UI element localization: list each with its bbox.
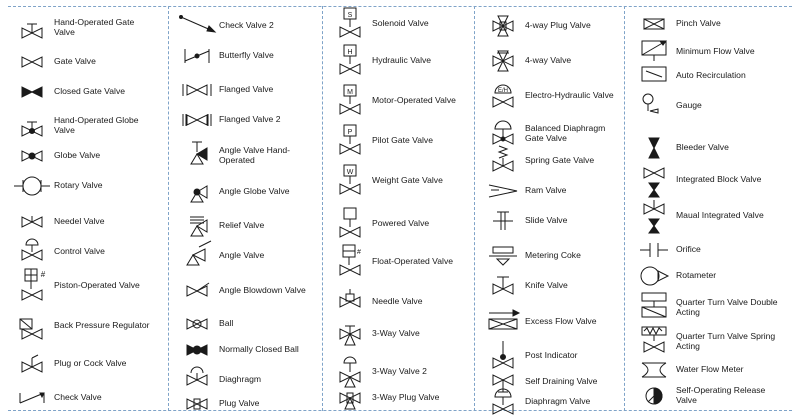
legend-item-label: Gauge [676, 99, 702, 110]
legend-item [10, 170, 160, 200]
legend-item-label: Ram Valve [525, 184, 567, 195]
legend-item [481, 80, 631, 110]
legend-item [10, 140, 160, 170]
legend-item-label: 4-way Valve [525, 54, 572, 65]
legend-item-label: Angle Valve [219, 249, 265, 260]
legend-item [328, 165, 478, 195]
legend-item [632, 132, 792, 162]
legend-item-label: 3-Way Valve 2 [372, 365, 427, 376]
ram-valve-icon [481, 175, 525, 205]
legend-item-label: Check Valve [54, 391, 102, 402]
powered-valve-icon [328, 208, 372, 238]
legend-item-label: Float-Operated Valve [372, 255, 454, 266]
needle-valve-icon [10, 206, 54, 236]
hand-globe-valve-icon [10, 110, 54, 140]
angle-valve-icon [175, 240, 219, 270]
metering-coke-icon [481, 240, 525, 270]
legend-item [481, 386, 631, 416]
legend-item [175, 210, 325, 240]
legend-item [328, 246, 478, 276]
legend-item-label: Quarter Turn Valve Double Acting [676, 296, 778, 317]
legend-item-label: Normally Closed Ball [219, 343, 299, 354]
rotary-valve-icon [10, 170, 54, 200]
legend-item-label: Self-Operating Release Valve [676, 384, 766, 405]
three-way-plug-valve-icon [328, 382, 372, 412]
legend-item [10, 46, 160, 76]
legend-item-label: Pinch Valve [676, 17, 721, 28]
legend-item-label: Piston-Operated Valve [54, 279, 140, 290]
check-valve-2-icon [175, 10, 219, 40]
plug-cock-valve-icon [10, 348, 54, 378]
legend-item-label: Check Valve 2 [219, 19, 274, 30]
legend-item-label: Flanged Valve [219, 83, 274, 94]
legend-item [175, 140, 325, 170]
motor-valve-icon [328, 85, 372, 115]
legend-item [10, 206, 160, 236]
legend-item [175, 388, 325, 418]
legend-item [10, 236, 160, 266]
butterfly-valve-icon [175, 40, 219, 70]
legend-item-label: Slide Valve [525, 214, 568, 225]
legend-item [175, 240, 325, 270]
legend-item-label: Diaghragm [219, 373, 262, 384]
legend-item [481, 205, 631, 235]
legend-item-label: Back Pressure Regulator [54, 319, 150, 330]
hydraulic-valve-icon [328, 45, 372, 75]
legend-item [481, 10, 631, 40]
legend-item [632, 90, 792, 120]
angle-valve-hand-icon [175, 140, 219, 170]
legend-item-label: Maual Integrated Valve [676, 209, 764, 220]
legend-item [632, 292, 792, 322]
svg-text:W: W [346, 169, 354, 176]
svg-text:H: H [347, 49, 353, 56]
closed-gate-valve-icon [10, 76, 54, 106]
legend-item-label: Auto Recirculation [676, 69, 746, 80]
legend-item-label: Globe Valve [54, 149, 101, 160]
legend-item-label: Spring Gate Valve [525, 154, 595, 165]
legend-item [10, 382, 160, 412]
legend-item-label: Self Draining Valve [525, 375, 598, 386]
legend-item-label: Flanged Valve 2 [219, 113, 281, 124]
legend-item [328, 208, 478, 238]
gate-valve-icon [10, 46, 54, 76]
legend-item-label: Angle Valve Hand-Operated [219, 144, 291, 165]
legend-item-label: Metering Coke [525, 249, 581, 260]
legend-item-label: Weight Gate Valve [372, 174, 443, 185]
hand-gate-valve-icon [10, 12, 54, 42]
angle-globe-valve-icon [175, 176, 219, 206]
legend-item-label: Hydraulic Valve [372, 54, 432, 65]
legend-item-label: Angle Blowdown Valve [219, 284, 306, 295]
legend-item [328, 286, 478, 316]
manual-integrated-valve-icon [632, 200, 676, 230]
legend-item [175, 74, 325, 104]
angle-blowdown-valve-icon [175, 275, 219, 305]
legend-item-label: Needel Valve [54, 215, 105, 226]
control-valve-icon [10, 236, 54, 266]
back-pressure-regulator-icon [10, 310, 54, 340]
legend-item [632, 380, 792, 410]
excess-flow-valve-icon [481, 306, 525, 336]
integrated-block-valve-icon [632, 164, 676, 194]
legend-item [481, 240, 631, 270]
legend-item [328, 45, 478, 75]
legend-item [175, 176, 325, 206]
legend-item [632, 8, 792, 38]
legend-item-label: Water Flow Meter [676, 363, 744, 374]
legend-item [481, 306, 631, 336]
legend-item-label: Integrated Block Valve [676, 173, 762, 184]
legend-item-label: Closed Gate Valve [54, 85, 126, 96]
legend-item-label: Knife Valve [525, 279, 568, 290]
legend-item-label: 3-Way Plug Valve [372, 391, 440, 402]
weight-gate-valve-icon [328, 165, 372, 195]
flanged-valve-icon [175, 74, 219, 104]
legend-item-label: Hand-Operated Gate Valve [54, 16, 135, 37]
legend-item-label: Bleeder Valve [676, 141, 729, 152]
self-operating-release-icon [632, 380, 676, 410]
legend-item [175, 10, 325, 40]
legend-item [175, 334, 325, 364]
legend-item-label: Ball [219, 317, 234, 328]
legend-item-label: Rotameter [676, 269, 717, 280]
legend-item [10, 270, 160, 300]
legend-item-label: Hand-Operated Globe Valve [54, 114, 139, 135]
legend-item [632, 260, 792, 290]
legend-item [632, 60, 792, 90]
legend-item-label: Gate Valve [54, 55, 96, 66]
legend-item-label: Butterfly Valve [219, 49, 274, 60]
slide-valve-icon [481, 205, 525, 235]
legend-item [632, 326, 792, 356]
quarter-turn-spring-icon [632, 326, 676, 356]
legend-item-label: Plug Valve [219, 397, 260, 408]
legend-item-label: Diaphragm Valve [525, 395, 591, 406]
legend-item-label: Rotary Valve [54, 179, 103, 190]
legend-item-label: Excess Flow Valve [525, 315, 597, 326]
legend-item-label: Angle Globe Valve [219, 185, 290, 196]
needle-valve-2-icon [328, 286, 372, 316]
legend-item [328, 8, 478, 38]
flanged-valve-2-icon [175, 104, 219, 134]
relief-valve-icon [175, 210, 219, 240]
legend-item-label: Electro-Hydraulic Valve [525, 89, 614, 100]
svg-text:#: # [40, 270, 46, 279]
legend-item [10, 110, 160, 140]
legend-item [481, 145, 631, 175]
legend-item-label: 3-Way Valve [372, 327, 420, 338]
legend-item [632, 200, 792, 230]
legend-item [175, 104, 325, 134]
legend-item-label: Control Valve [54, 245, 105, 256]
legend-item-label: Needle Valve [372, 295, 423, 306]
legend-item-label: Solenoid Valve [372, 17, 429, 28]
legend-item [10, 348, 160, 378]
pinch-valve-icon [632, 8, 676, 38]
diaphragm-valve-2-icon [481, 386, 525, 416]
legend-item-label: Orifice [676, 243, 701, 254]
svg-text:P: P [347, 129, 353, 136]
three-way-valve-icon [328, 318, 372, 348]
four-way-valve-icon [481, 45, 525, 75]
legend-item [481, 270, 631, 300]
legend-item [328, 382, 478, 412]
spring-gate-valve-icon [481, 145, 525, 175]
bleeder-valve-icon [632, 132, 676, 162]
legend-item-label: Minimum Flow Valve [676, 45, 755, 56]
solenoid-valve-icon [328, 8, 372, 38]
quarter-turn-double-icon [632, 292, 676, 322]
legend-item [175, 275, 325, 305]
legend-item-label: Pilot Gate Valve [372, 134, 433, 145]
plug-valve-icon [175, 388, 219, 418]
legend-item-label: Post Indicator [525, 349, 578, 360]
legend-item [10, 310, 160, 340]
legend-item [175, 40, 325, 70]
legend-item [481, 175, 631, 205]
normally-closed-ball-icon [175, 334, 219, 364]
legend-item-label: Motor-Operated Valve [372, 94, 456, 105]
four-way-plug-valve-icon [481, 10, 525, 40]
legend-item [328, 318, 478, 348]
gauge-icon [632, 90, 676, 120]
legend-item-label: Relief Valve [219, 219, 265, 230]
svg-text:M: M [347, 89, 353, 96]
globe-valve-icon [10, 140, 54, 170]
check-valve-icon [10, 382, 54, 412]
piston-valve-icon [10, 270, 54, 300]
pilot-gate-valve-icon [328, 125, 372, 155]
auto-recirculation-icon [632, 60, 676, 90]
legend-item [328, 125, 478, 155]
legend-item [328, 85, 478, 115]
svg-text:#: # [357, 249, 361, 256]
legend-item-label: Balanced Diaphragm Gate Valve [525, 122, 606, 143]
float-valve-icon [328, 246, 372, 276]
column-divider [168, 6, 169, 411]
svg-text:E/H: E/H [497, 88, 509, 94]
legend-item-label: Powered Valve [372, 217, 430, 228]
legend-item [481, 45, 631, 75]
knife-valve-icon [481, 270, 525, 300]
electro-hydraulic-valve-icon [481, 80, 525, 110]
legend-item-label: 4-way Plug Valve [525, 19, 591, 30]
legend-item [10, 76, 160, 106]
legend-item [632, 164, 792, 194]
svg-text:S: S [347, 12, 353, 19]
rotameter-icon [632, 260, 676, 290]
legend-item-label: Plug or Cock Valve [54, 357, 127, 368]
legend-item-label: Quarter Turn Valve Spring Acting [676, 330, 776, 351]
legend-item [10, 12, 160, 42]
